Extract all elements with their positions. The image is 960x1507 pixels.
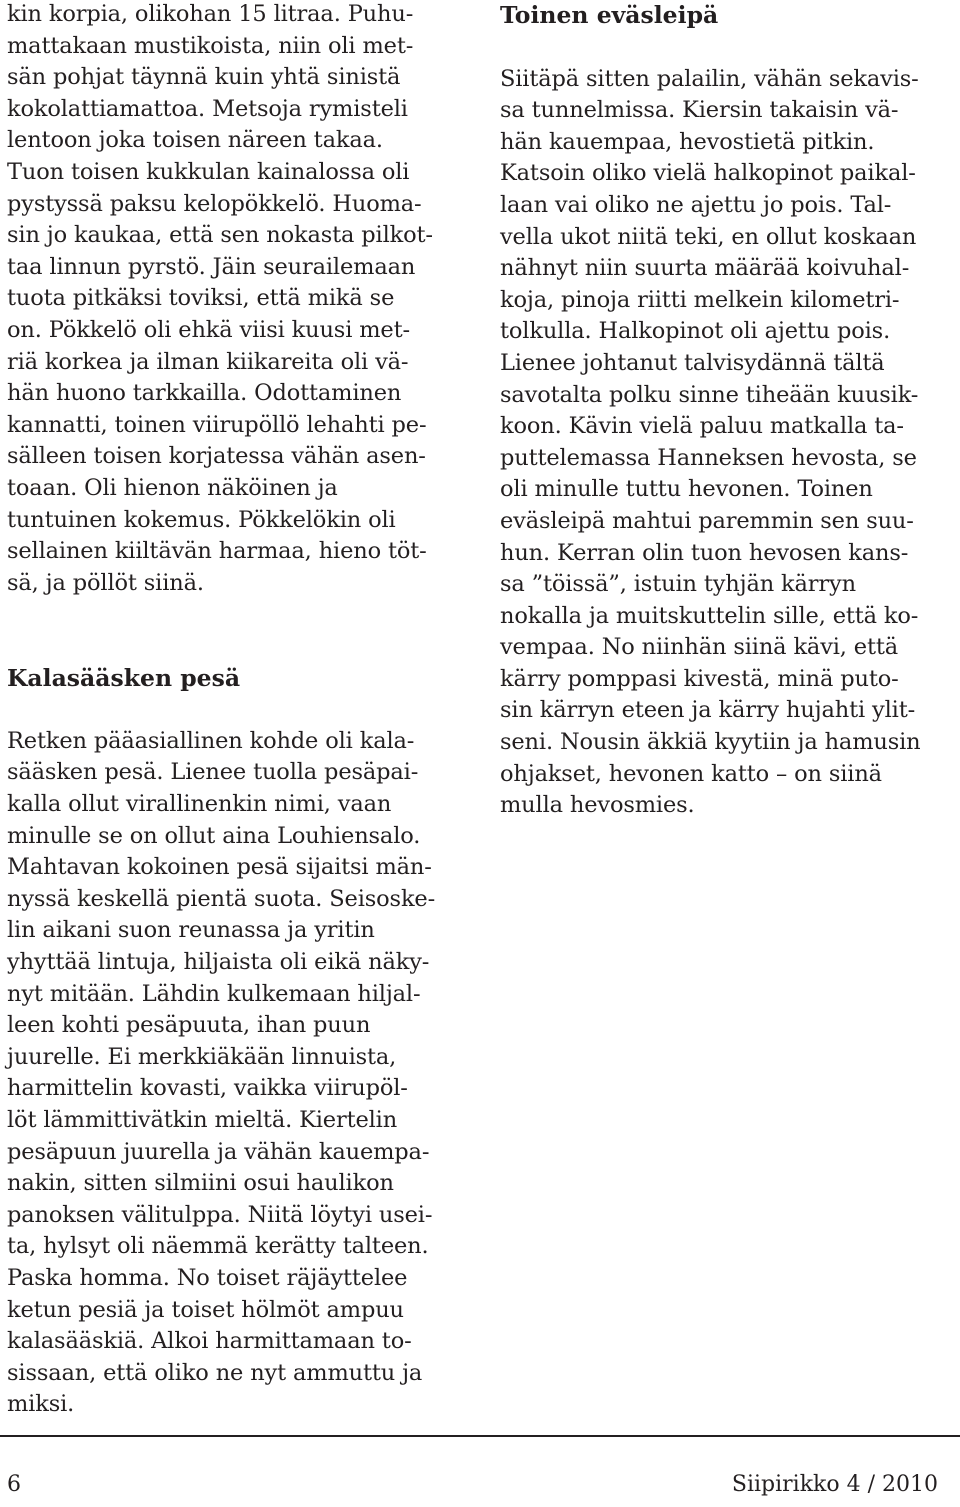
text-line: nakin, sitten silmiini osui haulikon xyxy=(7,1170,394,1197)
text-line: pesäpuun juurella ja vähän kauempa- xyxy=(7,1138,430,1165)
text-line: Retken pääasiallinen kohde oli kala- xyxy=(7,727,415,754)
text-line: kokolattiamattoa. Metsoja rymisteli xyxy=(7,95,408,122)
text-line: koon. Kävin vielä paluu matkalla ta- xyxy=(500,413,904,440)
text-line: hän kauempaa, hevostietä pitkin. xyxy=(500,128,875,155)
text-line: sä, ja pöllöt siinä. xyxy=(7,569,204,596)
text-line: Lienee johtanut talvisydännä tältä xyxy=(500,349,885,376)
text-line: yhyttää lintuja, hiljaista oli eikä näky- xyxy=(7,949,430,976)
text-line: mulla hevosmies. xyxy=(500,792,695,819)
text-line: taa linnun pyrstö. Jäin seurailemaan xyxy=(7,253,416,280)
text-line: toaan. Oli hienon näköinen ja xyxy=(7,474,338,501)
text-line: puttelemassa Hanneksen hevosta, se xyxy=(500,444,917,471)
text-line: panoksen välitulppa. Niitä löytyi usei- xyxy=(7,1201,433,1228)
text-line: Tuon toisen kukkulan kainalossa oli xyxy=(7,158,410,185)
text-line: sin kärryn eteen ja kärry hujahti ylit- xyxy=(500,697,916,724)
text-line: sa tunnelmissa. Kiersin takaisin vä- xyxy=(500,97,899,124)
left-column xyxy=(7,0,467,1421)
text-line: eväsleipä mahtui paremmin sen suu- xyxy=(500,507,914,534)
text-line: tuota pitkäksi toviksi, että mikä se xyxy=(7,285,395,312)
text-line: kärry pomppasi kivestä, minä puto- xyxy=(500,665,899,692)
text-line: sän pohjat täynnä kuin yhtä sinistä xyxy=(7,64,401,91)
text-line: laan vai oliko ne ajettu jo pois. Tal- xyxy=(500,191,892,218)
text-line: Mahtavan kokoinen pesä sijaitsi män- xyxy=(7,854,432,881)
text-line: tuntuinen kokemus. Pökkelökin oli xyxy=(7,506,396,533)
text-line: lentoon joka toisen näreen takaa. xyxy=(7,127,383,154)
text-line: leen kohti pesäpuuta, ihan puun xyxy=(7,1012,371,1039)
kalasaasken-paragraph xyxy=(7,726,467,1421)
text-line: savotalta polku sinne tiheään kuusik- xyxy=(500,381,919,408)
text-line: Katsoin oliko vielä halkopinot paikal- xyxy=(500,160,916,187)
text-line: löt lämmittivätkin mieltä. Kiertelin xyxy=(7,1107,398,1133)
evasleipa-paragraph xyxy=(500,64,960,822)
text-line: Siitäpä sitten palailin, vähän sekavis- xyxy=(500,65,919,92)
text-line: riä korkea ja ilman kiikareita oli vä- xyxy=(7,348,409,375)
publication-title: Siipirikko 4 / 2010 xyxy=(731,1472,938,1497)
text-line: sa ”töissä”, istuin tyhjän kärryn xyxy=(500,571,856,598)
text-line: hän huono tarkkailla. Odottaminen xyxy=(7,380,402,407)
text-line: sälleen toisen korjatessa vähän asen- xyxy=(7,443,426,470)
text-line: pystyssä paksu kelopökkelö. Huoma- xyxy=(7,190,422,217)
text-line: kin korpia, olikohan 15 litraa. Puhu- xyxy=(7,1,414,27)
section-heading-toinen-evasleipa: Toinen eväsleipä xyxy=(500,1,719,29)
text-line: on. Pökkelö oli ehkä viisi kuusi met- xyxy=(7,316,410,343)
page-number: 6 xyxy=(7,1472,21,1497)
footer-rule xyxy=(0,1435,960,1437)
text-line: minulle se on ollut aina Louhiensalo. xyxy=(7,822,421,849)
text-line: kannatti, toinen viirupöllö lehahti pe- xyxy=(7,411,427,438)
intro-paragraph xyxy=(7,0,467,599)
section-heading-kalasaasken-pesa: Kalasääsken pesä xyxy=(7,664,241,693)
text-line: nähnyt niin suurta määrää koivuhal- xyxy=(500,255,910,282)
text-line: nyssä keskellä pientä suota. Seisoske- xyxy=(7,885,436,912)
text-line: nyt mitään. Lähdin kulkemaan hiljal- xyxy=(7,980,421,1007)
text-line: kalasääskiä. Alkoi harmittamaan to- xyxy=(7,1328,412,1355)
text-line: sissaan, että oliko ne nyt ammuttu ja xyxy=(7,1359,423,1386)
text-line: kalla ollut virallinenkin nimi, vaan xyxy=(7,791,392,818)
text-line: Paska homma. No toiset räjäyttelee xyxy=(7,1264,408,1291)
text-line: miksi. xyxy=(7,1391,75,1418)
text-line: ohjakset, hevonen katto – on siinä xyxy=(500,760,882,787)
text-line: mattakaan mustikoista, niin oli met- xyxy=(7,32,414,59)
text-line: harmittelin kovasti, vaikka viirupöl- xyxy=(7,1075,408,1102)
text-line: ketun pesiä ja toiset hölmöt ampuu xyxy=(7,1296,404,1323)
text-line: sellainen kiiltävän harmaa, hieno töt- xyxy=(7,538,427,565)
text-line: vella ukot niitä teki, en ollut koskaan xyxy=(500,223,917,250)
right-column xyxy=(500,0,960,822)
text-line: koja, pinoja riitti melkein kilometri- xyxy=(500,286,900,313)
text-line: sääsken pesä. Lienee tuolla pesäpai- xyxy=(7,759,419,786)
text-line: oli minulle tuttu hevonen. Toinen xyxy=(500,476,873,503)
text-line: sin jo kaukaa, että sen nokasta pilkot- xyxy=(7,222,433,249)
text-line: seni. Nousin äkkiä kyytiin ja hamusin xyxy=(500,729,921,756)
text-line: lin aikani suon reunassa ja yritin xyxy=(7,917,375,944)
text-line: ta, hylsyt oli näemmä kerätty talteen. xyxy=(7,1233,429,1260)
text-line: hun. Kerran olin tuon hevosen kans- xyxy=(500,539,909,566)
text-line: vempaa. No niinhän siinä kävi, että xyxy=(500,634,899,661)
text-line: tolkulla. Halkopinot oli ajettu pois. xyxy=(500,318,891,345)
text-line: juurelle. Ei merkkiäkään linnuista, xyxy=(7,1043,397,1070)
text-line: nokalla ja muitskuttelin sille, että ko- xyxy=(500,602,919,629)
